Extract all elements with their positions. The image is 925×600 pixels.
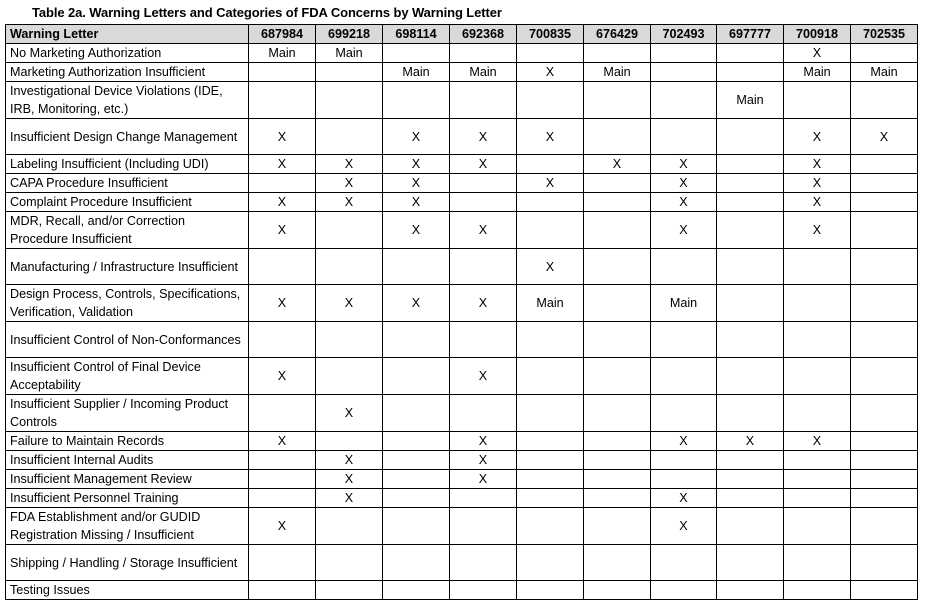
table-cell: X [784, 212, 851, 249]
table-cell [651, 249, 717, 285]
table-cell: X [517, 63, 584, 82]
table-cell: Main [383, 63, 450, 82]
table-cell [383, 470, 450, 489]
table-cell [851, 322, 918, 358]
table-cell: X [651, 489, 717, 508]
table-cell [584, 470, 651, 489]
table-cell [517, 82, 584, 119]
table-cell [450, 322, 517, 358]
table-cell: X [316, 489, 383, 508]
table-cell [517, 470, 584, 489]
row-category-label: Failure to Maintain Records [6, 432, 249, 451]
header-letter-id: 697777 [717, 25, 784, 44]
table-cell [851, 212, 918, 249]
table-cell [717, 119, 784, 155]
table-cell [584, 193, 651, 212]
table-cell [784, 545, 851, 581]
table-caption: Table 2a. Warning Letters and Categories of FDA Concerns by Warning Letter [32, 5, 502, 20]
table-cell [584, 395, 651, 432]
table-cell: X [316, 155, 383, 174]
table-cell [717, 489, 784, 508]
table-cell [851, 285, 918, 322]
header-letter-id: 698114 [383, 25, 450, 44]
row-category-label: CAPA Procedure Insufficient [6, 174, 249, 193]
header-label: Warning Letter [6, 25, 249, 44]
table-cell [450, 249, 517, 285]
table-row [6, 451, 918, 470]
table-cell: X [651, 508, 717, 545]
table-row [6, 174, 918, 193]
table-row [6, 285, 918, 322]
table-cell [584, 432, 651, 451]
table-cell [383, 432, 450, 451]
table-cell [249, 545, 316, 581]
table-cell [249, 82, 316, 119]
table-cell [316, 581, 383, 600]
table-cell [717, 285, 784, 322]
table-cell [784, 470, 851, 489]
table-cell: X [450, 451, 517, 470]
table-cell [651, 451, 717, 470]
table-cell [717, 193, 784, 212]
table-cell [584, 285, 651, 322]
table-row [6, 212, 918, 249]
table-cell [316, 545, 383, 581]
table-cell [517, 358, 584, 395]
table-cell [450, 174, 517, 193]
table-cell: Main [249, 44, 316, 63]
table-cell [851, 489, 918, 508]
table-cell [651, 44, 717, 63]
table-cell [383, 451, 450, 470]
table-cell [316, 358, 383, 395]
table-cell [717, 470, 784, 489]
table-cell: X [383, 155, 450, 174]
table-cell: X [517, 249, 584, 285]
table-cell [584, 249, 651, 285]
row-category-label: Insufficient Control of Non-Conformances [6, 322, 249, 358]
table-cell [249, 395, 316, 432]
table-cell [517, 193, 584, 212]
table-cell [651, 82, 717, 119]
table-cell: X [383, 212, 450, 249]
table-cell: X [316, 285, 383, 322]
row-category-label: Marketing Authorization Insufficient [6, 63, 249, 82]
table-cell [651, 470, 717, 489]
table-cell: X [450, 212, 517, 249]
table-cell: X [784, 119, 851, 155]
table-cell: Main [450, 63, 517, 82]
table-cell [584, 44, 651, 63]
table-cell [316, 432, 383, 451]
table-row [6, 322, 918, 358]
table-cell: X [450, 285, 517, 322]
table-cell [584, 581, 651, 600]
table-cell: X [249, 155, 316, 174]
row-category-label: Insufficient Management Review [6, 470, 249, 489]
table-cell [851, 470, 918, 489]
table-cell [584, 212, 651, 249]
table-cell: X [784, 155, 851, 174]
table-cell: X [316, 451, 383, 470]
row-category-label: Insufficient Design Change Management [6, 119, 249, 155]
table-cell [584, 174, 651, 193]
table-cell [851, 44, 918, 63]
table-cell: X [383, 119, 450, 155]
table-cell [249, 451, 316, 470]
table-cell: X [316, 395, 383, 432]
table-cell [717, 174, 784, 193]
table-cell [383, 358, 450, 395]
table-cell [383, 322, 450, 358]
table-cell [717, 395, 784, 432]
table-cell [584, 508, 651, 545]
table-row [6, 358, 918, 395]
table-cell [651, 119, 717, 155]
table-cell [717, 322, 784, 358]
row-category-label: Insufficient Control of Final Device Acceptability [6, 358, 249, 395]
header-letter-id: 702493 [651, 25, 717, 44]
table-cell [383, 489, 450, 508]
table-cell [316, 119, 383, 155]
table-cell [584, 489, 651, 508]
row-category-label: Labeling Insufficient (Including UDI) [6, 155, 249, 174]
table-row [6, 155, 918, 174]
table-row [6, 508, 918, 545]
warning-letter-table [5, 24, 918, 600]
row-category-label: Design Process, Controls, Specifications, Verification, Validation [6, 285, 249, 322]
header-letter-id: 692368 [450, 25, 517, 44]
table-row [6, 63, 918, 82]
table-cell [784, 249, 851, 285]
table-cell [517, 432, 584, 451]
table-cell [517, 581, 584, 600]
table-cell [249, 581, 316, 600]
table-cell [851, 581, 918, 600]
table-cell: X [784, 432, 851, 451]
table-cell [249, 249, 316, 285]
table-cell: X [651, 432, 717, 451]
row-category-label: FDA Establishment and/or GUDID Registration Missing / Insufficient [6, 508, 249, 545]
table-cell [584, 358, 651, 395]
table-cell: X [249, 432, 316, 451]
table-cell: Main [316, 44, 383, 63]
table-cell [450, 489, 517, 508]
table-cell: X [249, 212, 316, 249]
header-letter-id: 699218 [316, 25, 383, 44]
table-cell [316, 63, 383, 82]
table-cell [316, 249, 383, 285]
table-cell [249, 489, 316, 508]
table-cell [517, 395, 584, 432]
header-letter-id: 700835 [517, 25, 584, 44]
table-cell: X [651, 193, 717, 212]
table-cell [450, 193, 517, 212]
table-cell: X [517, 174, 584, 193]
table-cell: X [717, 432, 784, 451]
table-cell [383, 44, 450, 63]
table-cell [517, 212, 584, 249]
table-cell: X [450, 119, 517, 155]
table-cell [651, 358, 717, 395]
table-cell [784, 489, 851, 508]
table-cell [450, 44, 517, 63]
table-cell [651, 581, 717, 600]
table-cell [316, 508, 383, 545]
table-cell [651, 63, 717, 82]
table-cell: X [249, 358, 316, 395]
table-cell [383, 82, 450, 119]
table-cell [584, 322, 651, 358]
table-cell [383, 581, 450, 600]
table-cell: X [784, 193, 851, 212]
table-cell [784, 395, 851, 432]
table-cell [517, 508, 584, 545]
table-cell [651, 322, 717, 358]
table-cell: X [383, 285, 450, 322]
table-row [6, 470, 918, 489]
table-cell [249, 470, 316, 489]
row-category-label: Complaint Procedure Insufficient [6, 193, 249, 212]
table-row [6, 119, 918, 155]
table-cell: X [450, 432, 517, 451]
table-cell [851, 508, 918, 545]
table-cell: X [651, 174, 717, 193]
row-category-label: Manufacturing / Infrastructure Insufficient [6, 249, 249, 285]
table-cell: X [383, 174, 450, 193]
table-cell: X [784, 44, 851, 63]
table-cell [717, 545, 784, 581]
table-row [6, 395, 918, 432]
table-cell [450, 581, 517, 600]
table-row [6, 432, 918, 451]
table-cell [851, 193, 918, 212]
table-cell: X [450, 155, 517, 174]
table-cell [450, 545, 517, 581]
table-cell [784, 322, 851, 358]
table-cell: X [249, 285, 316, 322]
row-category-label: Insufficient Supplier / Incoming Product Controls [6, 395, 249, 432]
table-cell [450, 82, 517, 119]
table-cell [450, 508, 517, 545]
table-cell: Main [784, 63, 851, 82]
table-cell [717, 508, 784, 545]
table-cell [717, 63, 784, 82]
table-cell [450, 395, 517, 432]
table-cell: X [316, 470, 383, 489]
table-cell [383, 395, 450, 432]
table-cell [651, 545, 717, 581]
table-cell [851, 174, 918, 193]
table-cell [249, 322, 316, 358]
table-cell [784, 285, 851, 322]
table-cell [851, 155, 918, 174]
table-cell [517, 44, 584, 63]
table-cell [784, 358, 851, 395]
table-row [6, 545, 918, 581]
table-cell [316, 212, 383, 249]
table-cell: X [316, 174, 383, 193]
row-category-label: Investigational Device Violations (IDE, IRB, Monitoring, etc.) [6, 82, 249, 119]
row-category-label: MDR, Recall, and/or Correction Procedure Insufficient [6, 212, 249, 249]
table-cell [517, 155, 584, 174]
table-cell: X [651, 155, 717, 174]
table-cell [383, 545, 450, 581]
table-cell [717, 44, 784, 63]
table-cell: Main [517, 285, 584, 322]
table-cell [651, 395, 717, 432]
header-letter-id: 676429 [584, 25, 651, 44]
table-cell: X [517, 119, 584, 155]
table-cell [784, 82, 851, 119]
table-cell [717, 249, 784, 285]
table-cell: Main [851, 63, 918, 82]
table-cell: X [383, 193, 450, 212]
header-letter-id: 700918 [784, 25, 851, 44]
table-cell: X [249, 193, 316, 212]
table-cell [717, 451, 784, 470]
table-cell: X [450, 470, 517, 489]
table-cell [784, 451, 851, 470]
table-cell [584, 545, 651, 581]
table-row [6, 82, 918, 119]
table-row [6, 193, 918, 212]
table-cell: X [584, 155, 651, 174]
table-header [6, 25, 918, 44]
table-row [6, 249, 918, 285]
table-cell [851, 545, 918, 581]
table-cell: X [851, 119, 918, 155]
table-body [6, 44, 918, 600]
header-letter-id: 687984 [249, 25, 316, 44]
table-cell [717, 358, 784, 395]
table-row [6, 44, 918, 63]
table-cell [717, 212, 784, 249]
table-cell: X [651, 212, 717, 249]
table-cell [316, 322, 383, 358]
table-row [6, 581, 918, 600]
table-cell [249, 174, 316, 193]
table-cell [517, 451, 584, 470]
table-cell [784, 508, 851, 545]
table-cell: Main [651, 285, 717, 322]
table-cell: Main [584, 63, 651, 82]
table-cell: X [249, 119, 316, 155]
table-cell [584, 119, 651, 155]
table-cell [851, 358, 918, 395]
table-cell [584, 82, 651, 119]
table-cell [717, 581, 784, 600]
table-cell: Main [717, 82, 784, 119]
table-cell: X [316, 193, 383, 212]
table-cell [249, 63, 316, 82]
row-category-label: Insufficient Internal Audits [6, 451, 249, 470]
row-category-label: No Marketing Authorization [6, 44, 249, 63]
row-category-label: Testing Issues [6, 581, 249, 600]
row-category-label: Insufficient Personnel Training [6, 489, 249, 508]
table-cell [517, 545, 584, 581]
table-cell [517, 489, 584, 508]
table-cell [851, 82, 918, 119]
row-category-label: Shipping / Handling / Storage Insufficient [6, 545, 249, 581]
table-cell: X [249, 508, 316, 545]
table-cell [851, 432, 918, 451]
table-cell [851, 395, 918, 432]
table-cell [851, 249, 918, 285]
header-letter-id: 702535 [851, 25, 918, 44]
table-cell [584, 451, 651, 470]
table-cell [383, 508, 450, 545]
table-cell [517, 322, 584, 358]
table-cell [851, 451, 918, 470]
table-cell [784, 581, 851, 600]
table-cell [717, 155, 784, 174]
table-cell: X [450, 358, 517, 395]
table-cell: X [784, 174, 851, 193]
table-cell [383, 249, 450, 285]
table-row [6, 489, 918, 508]
table-cell [316, 82, 383, 119]
